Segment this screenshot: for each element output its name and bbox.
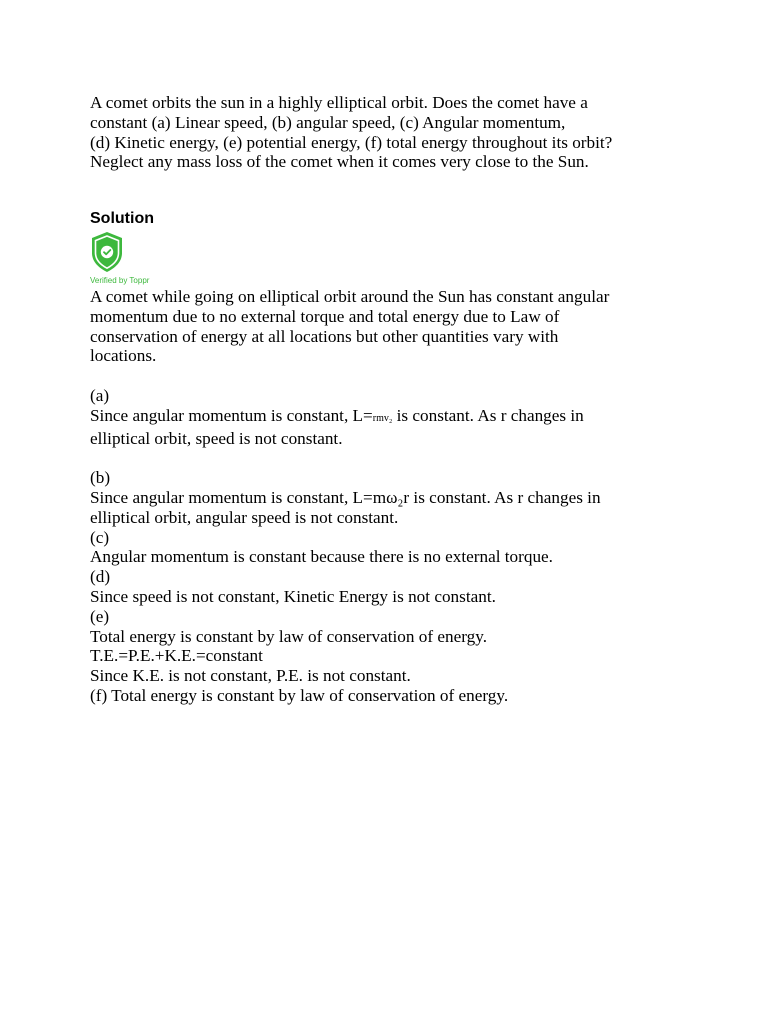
question-line: Neglect any mass loss of the comet when it comes very close to the Sun.	[90, 152, 589, 172]
question-line: constant (a) Linear speed, (b) angular speed, (c) Angular momentum,	[90, 112, 566, 132]
part-e-line: Since K.E. is not constant, P.E. is not constant.	[90, 666, 411, 686]
intro-line: locations.	[90, 346, 157, 366]
solution-heading: Solution	[90, 210, 154, 227]
verified-caption: Verified by Toppr	[90, 276, 150, 285]
part-a-formula: rmv₂	[372, 412, 393, 424]
question-line: A comet orbits the sun in a highly elliptical orbit. Does the comet have a	[90, 93, 588, 112]
part-e-label: (e)	[90, 606, 110, 626]
part-a-text: is constant. As r changes in	[392, 405, 584, 425]
part-a-line	[90, 406, 710, 429]
part-c-line: Angular momentum is constant because there is no external torque.	[90, 547, 553, 567]
part-a-label: (a)	[90, 385, 110, 405]
part-e-line: T.E.=P.E.+K.E.=constant	[90, 646, 263, 666]
part-b-line: Since angular momentum is constant, L=mω₂r is constant. As r changes in	[90, 487, 601, 507]
intro-line: momentum due to no external torque and total energy due to Law of	[90, 306, 560, 326]
part-d-label: (d)	[90, 567, 111, 587]
part-d-line: Since speed is not constant, Kinetic Energy is not constant.	[90, 586, 496, 606]
question-text	[90, 93, 710, 172]
part-c-label: (c)	[90, 527, 110, 547]
part-a-line: elliptical orbit, speed is not constant.	[90, 428, 343, 448]
part-b-label: (b)	[90, 468, 111, 488]
part-e-line: Total energy is constant by law of conservation of energy.	[90, 626, 488, 646]
verified-shield-icon	[90, 231, 124, 273]
part-f-line: (f) Total energy is constant by law of conservation of energy.	[90, 685, 509, 705]
intro-line: conservation of energy at all locations but other quantities vary with	[90, 326, 559, 346]
solution-text	[90, 287, 710, 706]
part-a-text: Since angular momentum is constant, L=	[90, 405, 373, 425]
question-line: (d) Kinetic energy, (e) potential energy, (f) total energy throughout its orbit?	[90, 132, 613, 152]
intro-line: A comet while going on elliptical orbit around the Sun has constant angular	[90, 287, 610, 306]
part-b-line: elliptical orbit, angular speed is not constant.	[90, 507, 399, 527]
